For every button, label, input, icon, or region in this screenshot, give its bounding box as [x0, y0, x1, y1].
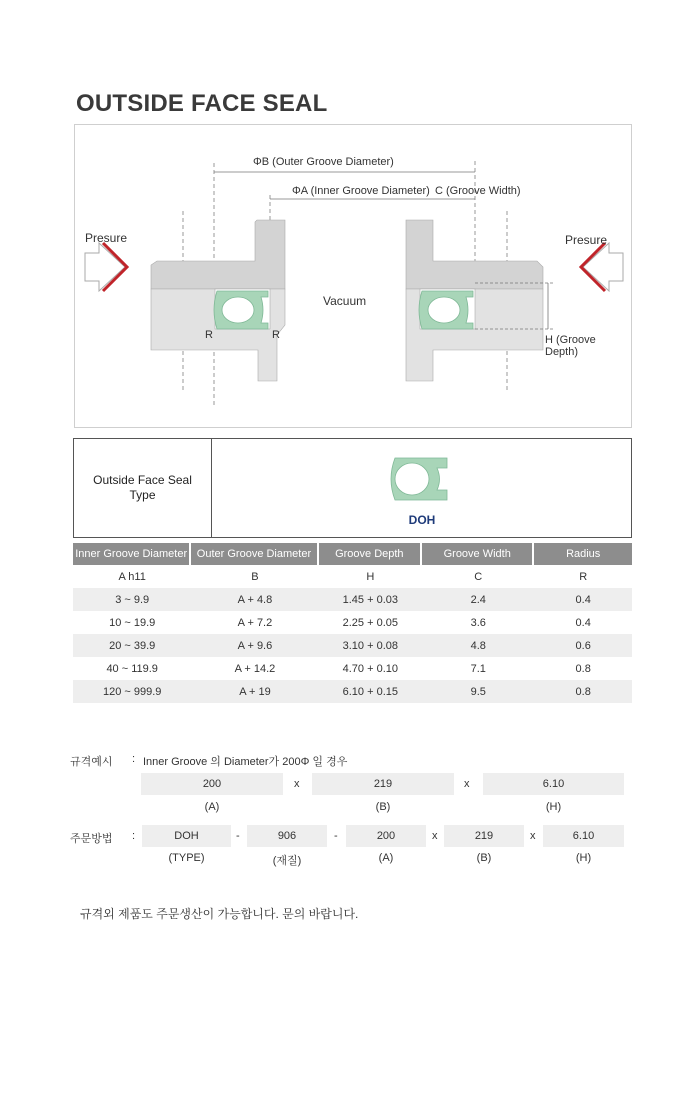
type-code: DOH	[408, 513, 436, 527]
table-row	[73, 634, 632, 657]
order-sub-b: (B)	[476, 852, 492, 864]
table-cell: 9.5	[422, 680, 534, 703]
doh-seal-icon	[389, 456, 449, 502]
example-sub-b: (B)	[375, 801, 391, 813]
seal-type-box	[73, 438, 632, 538]
order-sub-h: (H)	[575, 852, 592, 864]
seal-diagram	[74, 124, 632, 428]
order-value-type: DOH	[142, 825, 231, 847]
example-value-a: 200	[141, 773, 283, 795]
example-value-b: 219	[312, 773, 454, 795]
table-cell: B	[251, 570, 259, 583]
table-cell: 6.10 + 0.15	[319, 680, 423, 703]
left-seal	[214, 291, 268, 329]
table-cell: 10 ~ 19.9	[109, 616, 156, 629]
table-cell: 4.70 + 0.10	[342, 662, 398, 675]
radius-label-right: R	[272, 329, 280, 341]
table-cell: R	[579, 570, 588, 583]
order-sub-material: (재질)	[272, 855, 302, 867]
example-sub-a: (A)	[204, 801, 220, 813]
table-cell: 3.10 + 0.08	[319, 634, 423, 657]
example-op: x	[464, 778, 470, 790]
example-op: x	[294, 778, 300, 790]
order-op: -	[334, 830, 338, 842]
table-cell: 4.8	[422, 634, 534, 657]
table-cell: 2.4	[422, 588, 534, 611]
header-outer-groove: Outer Groove Diameter	[191, 543, 318, 565]
order-label: 주문방법	[70, 833, 113, 845]
table-cell: A + 9.6	[191, 634, 318, 657]
type-label-line2: Type	[129, 488, 156, 502]
c-width-label: C (Groove Width)	[435, 185, 521, 197]
table-cell: H	[366, 570, 375, 583]
table-cell: A + 7.2	[237, 616, 273, 629]
table-cell: 7.1	[470, 662, 486, 675]
example-sub-h: (H)	[545, 801, 562, 813]
right-seal	[419, 291, 473, 329]
groove-spec-table	[73, 543, 632, 703]
table-cell: 3 ~ 9.9	[73, 588, 191, 611]
example-text: Inner Groove 의 Diameter가 200Φ 일 경우	[143, 756, 348, 768]
table-cell: 20 ~ 39.9	[73, 634, 191, 657]
custom-order-note: 규격외 제품도 주문생산이 가능합니다. 문의 바랍니다.	[80, 907, 359, 921]
type-label-line1: Outside Face Seal	[93, 473, 192, 487]
example-value-h: 6.10	[483, 773, 624, 795]
table-cell: 3.6	[470, 616, 486, 629]
cross-section-drawing	[75, 125, 633, 429]
table-cell: 0.8	[534, 680, 632, 703]
table-cell: 40 ~ 119.9	[106, 662, 158, 675]
example-label: 규격예시	[70, 756, 113, 768]
table-cell: 0.8	[575, 662, 591, 675]
vacuum-label: Vacuum	[323, 294, 367, 308]
phi-a-label: ΦA (Inner Groove Diameter)	[292, 185, 430, 197]
type-label	[74, 439, 212, 537]
table-cell: C	[474, 570, 483, 583]
table-row	[73, 657, 632, 680]
phi-b-label: ΦB (Outer Groove Diameter)	[253, 156, 394, 168]
table-cell: A + 4.8	[191, 588, 318, 611]
pressure-right-label: Presure	[565, 233, 608, 247]
order-value-h: 6.10	[543, 825, 624, 847]
table-cell: 1.45 + 0.03	[319, 588, 423, 611]
order-sub-a: (A)	[378, 852, 394, 864]
order-op: x	[432, 830, 438, 842]
radius-label-left: R	[205, 329, 213, 341]
table-cell: A + 14.2	[234, 662, 276, 675]
table-cell: 2.25 + 0.05	[342, 616, 398, 629]
page-title: OUTSIDE FACE SEAL	[76, 90, 328, 117]
pressure-arrow-right	[581, 243, 623, 291]
table-row	[73, 611, 632, 634]
table-row	[73, 588, 632, 611]
h-depth-label: H (Groove Depth)	[545, 334, 596, 358]
example-colon: :	[132, 753, 136, 765]
header-inner-groove: Inner Groove Diameter	[73, 543, 191, 565]
order-value-b: 219	[444, 825, 524, 847]
order-colon: :	[132, 830, 136, 842]
header-radius: Radius	[534, 543, 632, 565]
order-value-a: 200	[346, 825, 426, 847]
header-groove-width: Groove Width	[422, 543, 534, 565]
order-value-material: 906	[247, 825, 327, 847]
table-cell: 0.4	[534, 588, 632, 611]
order-op: x	[530, 830, 536, 842]
table-cell: 0.6	[534, 634, 632, 657]
order-op: -	[236, 830, 240, 842]
order-sub-type: (TYPE)	[168, 852, 205, 864]
table-row	[73, 680, 632, 703]
pressure-left-label: Presure	[85, 231, 128, 245]
table-cell: A + 19	[191, 680, 318, 703]
table-subheader-row	[73, 565, 632, 588]
header-groove-depth: Groove Depth	[319, 543, 423, 565]
pressure-arrow-left	[85, 243, 127, 291]
table-cell: A h11	[118, 570, 146, 583]
table-cell: 0.4	[575, 616, 591, 629]
table-cell: 120 ~ 999.9	[73, 680, 191, 703]
